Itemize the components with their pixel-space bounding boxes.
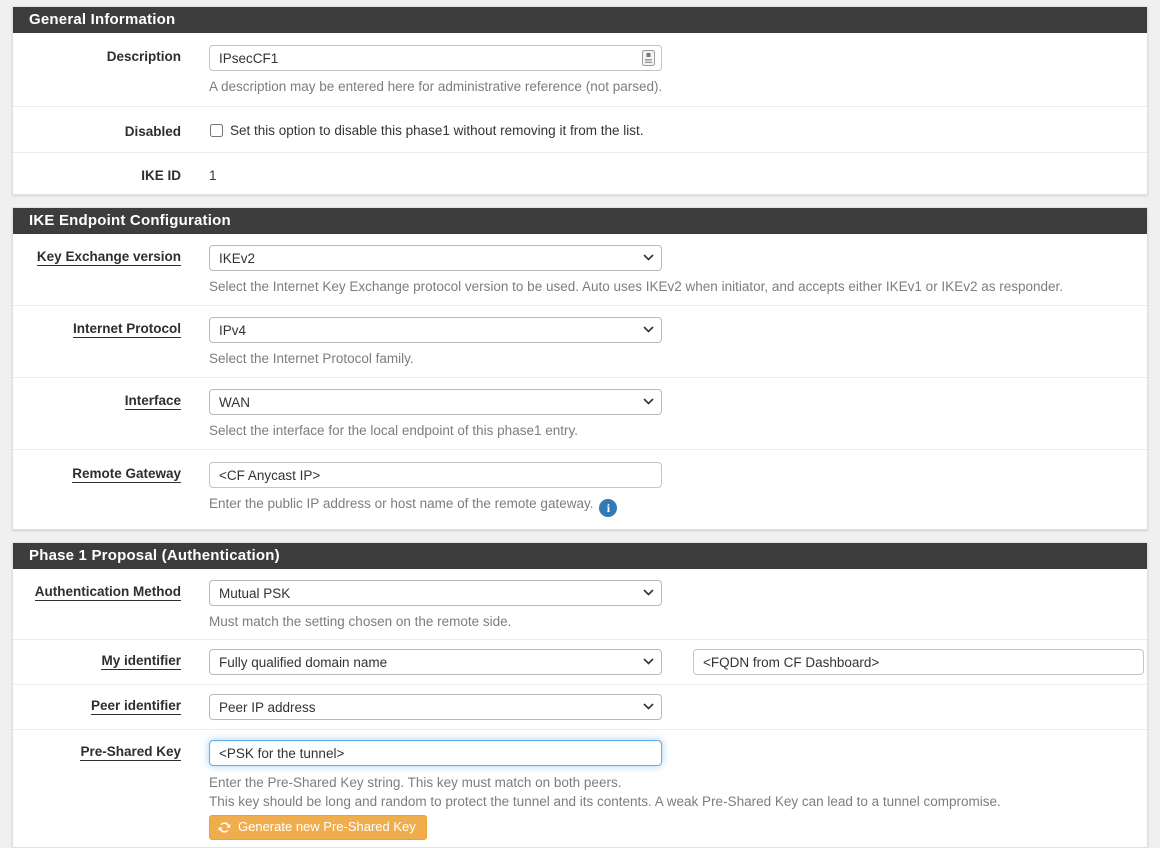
info-circle-icon[interactable]: i — [599, 499, 617, 517]
row-authentication-method — [13, 569, 1147, 640]
remote-gateway-help: Enter the public IP address or host name of the remote gateway. — [209, 496, 594, 511]
psk-help-line1: Enter the Pre-Shared Key string. This key must match on both peers. — [209, 775, 622, 790]
my-identifier-value-input[interactable] — [693, 649, 1144, 675]
autofill-extension-icon[interactable] — [642, 50, 655, 66]
interface-select[interactable] — [209, 389, 662, 415]
remote-gateway-label: Remote Gateway — [72, 466, 181, 481]
internet-protocol-help: Select the Internet Protocol family. — [209, 351, 414, 366]
peer-identifier-label: Peer identifier — [90, 698, 181, 713]
my-identifier-label: My identifier — [101, 653, 181, 668]
remote-gateway-input[interactable] — [209, 462, 662, 488]
disabled-label: Disabled — [124, 124, 181, 139]
row-interface — [13, 378, 1147, 450]
row-key-exchange-version — [13, 234, 1147, 306]
disabled-checkbox-text: Set this option to disable this phase1 without removing it from the list. — [230, 123, 644, 138]
key-exchange-version-select[interactable] — [209, 245, 662, 271]
authentication-method-select[interactable] — [209, 580, 662, 606]
panel-general-information — [12, 6, 1148, 195]
row-remote-gateway — [13, 450, 1147, 529]
row-peer-identifier — [13, 685, 1147, 730]
row-internet-protocol — [13, 306, 1147, 378]
description-label: Description — [106, 49, 181, 64]
pre-shared-key-label: Pre-Shared Key — [80, 744, 181, 759]
interface-help: Select the interface for the local endpoint of this phase1 entry. — [209, 423, 578, 438]
internet-protocol-select[interactable] — [209, 317, 662, 343]
panel-phase1-proposal-authentication — [12, 542, 1148, 848]
psk-help-line2: This key should be long and random to protect the tunnel and its contents. A weak Pre-Shared Key can lead to a tunnel compromise. — [209, 794, 1001, 809]
row-my-identifier — [13, 640, 1147, 685]
panel-title-general-information: General Information — [13, 7, 1147, 33]
pre-shared-key-input[interactable] — [209, 740, 662, 766]
internet-protocol-label: Internet Protocol — [72, 321, 181, 336]
description-input[interactable] — [209, 45, 662, 71]
row-description — [13, 33, 1147, 107]
panel-ike-endpoint-configuration — [12, 207, 1148, 530]
ike-id-label: IKE ID — [141, 168, 181, 183]
interface-label: Interface — [124, 393, 181, 408]
panel-title-phase1-proposal: Phase 1 Proposal (Authentication) — [13, 543, 1147, 569]
generate-psk-button[interactable] — [209, 815, 427, 840]
authentication-method-help: Must match the setting chosen on the remote side. — [209, 614, 512, 629]
peer-identifier-select[interactable] — [209, 694, 662, 720]
row-pre-shared-key — [13, 730, 1147, 847]
authentication-method-label: Authentication Method — [34, 584, 181, 599]
ike-id-value: 1 — [209, 168, 217, 183]
description-help: A description may be entered here for administrative reference (not parsed). — [209, 79, 663, 94]
panel-title-ike-endpoint-configuration: IKE Endpoint Configuration — [13, 208, 1147, 234]
refresh-icon — [217, 820, 232, 835]
row-ike-id — [13, 153, 1147, 194]
my-identifier-type-select[interactable] — [209, 649, 662, 675]
generate-psk-button-label: Generate new Pre-Shared Key — [238, 819, 416, 834]
key-exchange-version-label: Key Exchange version — [36, 249, 181, 264]
key-exchange-version-help: Select the Internet Key Exchange protocol version to be used. Auto uses IKEv2 when initiator, and accepts either IKEv1 or IKEv2 as responder. — [209, 279, 1064, 294]
disabled-checkbox[interactable] — [210, 124, 223, 137]
row-disabled — [13, 107, 1147, 153]
